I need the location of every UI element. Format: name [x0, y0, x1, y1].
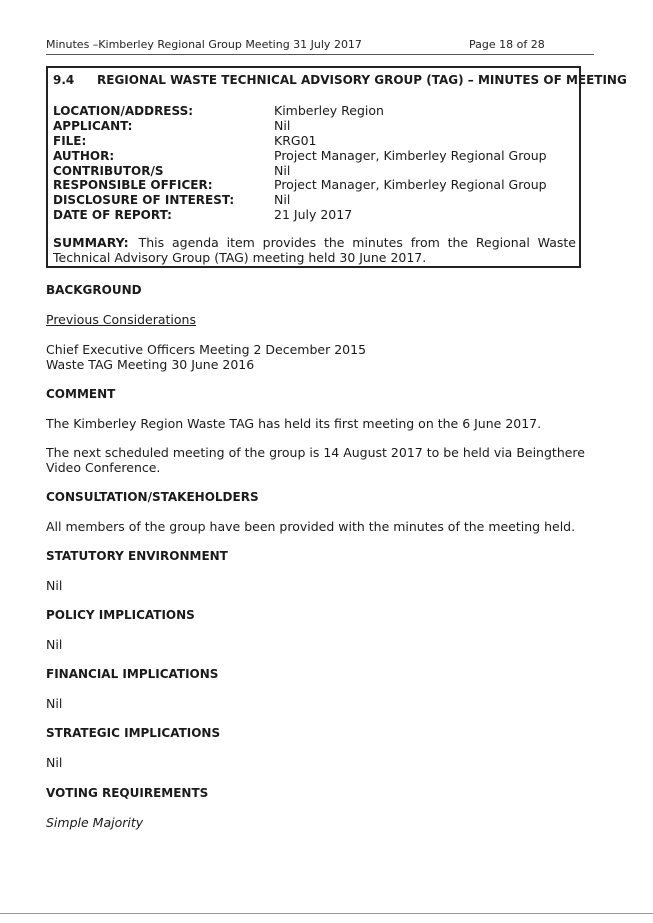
label-disclosure: DISCLOSURE OF INTEREST: [53, 193, 235, 207]
page-number: Page 18 of 28 [469, 38, 545, 51]
value-author: Project Manager, Kimberley Regional Group [274, 148, 547, 163]
heading-comment: COMMENT [46, 387, 116, 401]
heading-strategic: STRATEGIC IMPLICATIONS [46, 726, 221, 740]
label-file: FILE: [53, 134, 87, 148]
header-title: Minutes –Kimberley Regional Group Meeting 31 July 2017 [46, 38, 362, 51]
page-bottom-edge [0, 913, 653, 914]
summary [53, 235, 576, 265]
label-date-of-report: DATE OF REPORT: [53, 208, 172, 222]
value-disclosure: Nil [274, 192, 291, 207]
label-author: AUTHOR: [53, 149, 115, 163]
label-location: LOCATION/ADDRESS: [53, 104, 194, 118]
heading-voting: VOTING REQUIREMENTS [46, 786, 209, 800]
header-divider [46, 54, 594, 55]
heading-policy: POLICY IMPLICATIONS [46, 608, 195, 622]
summary-label: SUMMARY: [53, 235, 129, 250]
policy-text: Nil [46, 637, 63, 652]
background-line-2: Waste TAG Meeting 30 June 2016 [46, 357, 255, 372]
heading-financial: FINANCIAL IMPLICATIONS [46, 667, 219, 681]
label-responsible-officer: RESPONSIBLE OFFICER: [53, 178, 213, 192]
page-header [46, 38, 594, 54]
value-file: KRG01 [274, 133, 317, 148]
value-location: Kimberley Region [274, 103, 384, 118]
statutory-text: Nil [46, 578, 63, 593]
financial-text: Nil [46, 696, 63, 711]
comment-para-1: The Kimberley Region Waste TAG has held its first meeting on the 6 June 2017. [46, 416, 542, 431]
value-applicant: Nil [274, 118, 291, 133]
strategic-text: Nil [46, 755, 63, 770]
voting-text: Simple Majority [46, 815, 144, 830]
item-number: 9.4 [53, 73, 75, 87]
label-applicant: APPLICANT: [53, 119, 133, 133]
summary-text: This agenda item provides the minutes from the Regional Waste Technical Advisory Group (TAG) meeting held 30 June 2017. [53, 235, 576, 265]
agenda-item-box [46, 66, 627, 268]
consultation-text: All members of the group have been provided with the minutes of the meeting held. [46, 519, 576, 534]
value-responsible-officer: Project Manager, Kimberley Regional Group [274, 177, 547, 192]
comment-para-2: The next scheduled meeting of the group is 14 August 2017 to be held via Beingthere Video Conference. [46, 445, 585, 475]
value-date-of-report: 21 July 2017 [274, 207, 353, 222]
background-line-1: Chief Executive Officers Meeting 2 December 2015 [46, 342, 367, 357]
heading-statutory: STATUTORY ENVIRONMENT [46, 549, 228, 563]
heading-background: BACKGROUND [46, 283, 142, 297]
heading-consultation: CONSULTATION/STAKEHOLDERS [46, 490, 259, 504]
value-contributors: Nil [274, 163, 291, 178]
subheading-previous-considerations: Previous Considerations [46, 312, 196, 327]
item-title: REGIONAL WASTE TECHNICAL ADVISORY GROUP (TAG) – MINUTES OF MEETING [97, 73, 627, 87]
label-contributors: CONTRIBUTOR/S [53, 164, 164, 178]
